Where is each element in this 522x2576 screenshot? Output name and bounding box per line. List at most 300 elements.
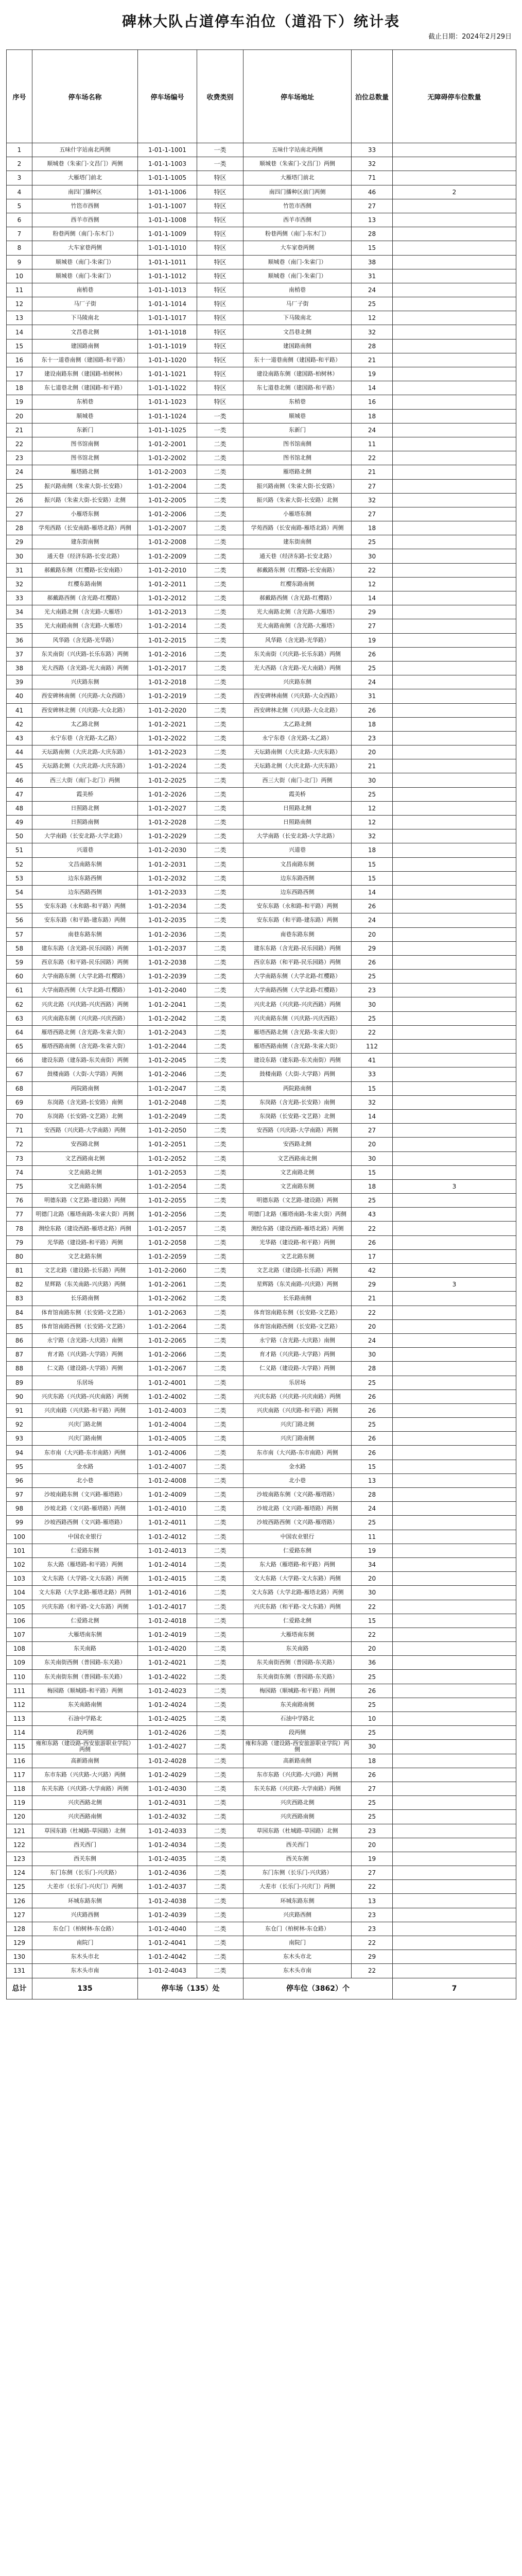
table-cell xyxy=(393,1684,516,1698)
table-cell: 安西路（兴庆路-大学南路）两侧 xyxy=(243,1124,352,1138)
table-cell: 26 xyxy=(352,703,393,717)
table-cell: 东十一道巷南侧（建国路-和平路） xyxy=(243,353,352,367)
table-row xyxy=(7,1418,516,1432)
table-cell: 二类 xyxy=(197,535,243,549)
table-cell: 32 xyxy=(352,157,393,171)
table-cell: 大雁塔门前北 xyxy=(32,171,138,185)
table-cell: 1-01-2-2012 xyxy=(138,591,197,605)
table-cell: 体育馆南路东侧（长安路-文艺路） xyxy=(32,1306,138,1319)
table-cell: 通天巷（经济东路-长安北路） xyxy=(243,549,352,563)
table-cell: 二类 xyxy=(197,1403,243,1417)
table-cell: 育才路（兴庆路-大学路）两侧 xyxy=(243,1348,352,1362)
table-cell: 东仓门（柏树林-东仓路） xyxy=(32,1922,138,1936)
table-cell: 11 xyxy=(352,437,393,451)
table-cell: 1-01-2-2001 xyxy=(138,437,197,451)
table-row xyxy=(7,1376,516,1389)
table-cell: 96 xyxy=(7,1473,32,1487)
table-cell: 30 xyxy=(352,997,393,1011)
table-cell: 1-01-2-2057 xyxy=(138,1222,197,1235)
table-cell: 特区 xyxy=(197,227,243,241)
table-cell xyxy=(393,353,516,367)
table-cell: 文艺西路南北侧 xyxy=(243,1151,352,1165)
table-cell xyxy=(393,801,516,815)
table-cell: 109 xyxy=(7,1656,32,1670)
table-cell: 120 xyxy=(7,1810,32,1824)
table-cell: 22 xyxy=(352,1964,393,1978)
table-cell: 环城东路东侧 xyxy=(32,1894,138,1908)
table-cell: 1-01-2-2002 xyxy=(138,451,197,465)
table-cell: 1-01-2-2053 xyxy=(138,1165,197,1179)
table-cell: 122 xyxy=(7,1838,32,1852)
table-cell: 二类 xyxy=(197,577,243,591)
table-cell: 23 xyxy=(352,731,393,745)
table-cell: 二类 xyxy=(197,1516,243,1530)
table-cell: 建东街南侧 xyxy=(32,535,138,549)
table-cell: 1-01-2-2013 xyxy=(138,605,197,619)
table-cell xyxy=(393,535,516,549)
table-cell: 118 xyxy=(7,1782,32,1795)
table-cell: 兴庆路东侧 xyxy=(243,675,352,689)
table-cell: 鼓楼南路（大街-大学路）两侧 xyxy=(243,1067,352,1081)
table-cell: 风华路（含光路-光华路） xyxy=(32,633,138,647)
table-cell: 建国路南侧 xyxy=(243,339,352,353)
table-cell: 59 xyxy=(7,955,32,969)
table-cell xyxy=(393,1502,516,1516)
table-cell xyxy=(393,731,516,745)
table-cell xyxy=(393,1880,516,1894)
table-cell: 1-01-2-2007 xyxy=(138,521,197,535)
table-cell: 天坛路南侧（大庆北路-大庆东路） xyxy=(243,745,352,759)
table-cell: 二类 xyxy=(197,451,243,465)
table-row xyxy=(7,1348,516,1362)
table-cell xyxy=(393,661,516,675)
table-cell: 1-01-2-2020 xyxy=(138,703,197,717)
table-cell: 1-01-1-1010 xyxy=(138,241,197,255)
table-cell: 32 xyxy=(352,829,393,843)
table-cell: 文艺北路东侧 xyxy=(243,1249,352,1263)
table-cell: 东关南路南侧 xyxy=(243,1698,352,1711)
table-cell: 14 xyxy=(352,591,393,605)
table-cell: 二类 xyxy=(197,1333,243,1347)
table-row xyxy=(7,199,516,213)
table-cell: 二类 xyxy=(197,731,243,745)
table-cell: 二类 xyxy=(197,689,243,703)
table-cell: 东市南（大兴路-东市南路）两侧 xyxy=(243,1446,352,1460)
table-cell: 32 xyxy=(7,577,32,591)
table-cell xyxy=(393,549,516,563)
table-cell: 26 xyxy=(352,647,393,661)
table-cell: 建设南路东侧（建国路-柏树林） xyxy=(32,367,138,381)
table-cell: 1-01-2-2055 xyxy=(138,1194,197,1208)
table-cell: 26 xyxy=(352,1432,393,1446)
table-cell: 文大东路（大学北路-雁塔北路）两侧 xyxy=(243,1586,352,1600)
table-cell: 文艺南路东侧 xyxy=(32,1179,138,1193)
table-cell: 90 xyxy=(7,1389,32,1403)
table-cell: 29 xyxy=(7,535,32,549)
table-row xyxy=(7,900,516,913)
table-cell xyxy=(393,997,516,1011)
table-cell xyxy=(393,1194,516,1208)
header-cell: 收费类别 xyxy=(197,50,243,143)
document-header xyxy=(0,0,522,49)
table-cell: 沙坡西路西侧（文兴路-雁塔路） xyxy=(243,1516,352,1530)
table-cell xyxy=(393,1488,516,1502)
table-row xyxy=(7,984,516,997)
table-cell xyxy=(393,787,516,801)
table-cell: 文艺西路南北侧 xyxy=(32,1151,138,1165)
table-cell: 1-01-2-2062 xyxy=(138,1292,197,1306)
table-cell xyxy=(393,367,516,381)
table-cell: 71 xyxy=(352,171,393,185)
table-cell xyxy=(393,1011,516,1025)
table-cell: 30 xyxy=(352,1348,393,1362)
table-cell xyxy=(393,1418,516,1432)
table-cell: 14 xyxy=(352,381,393,395)
table-cell: 东关南街东侧（普园路-东关路） xyxy=(32,1670,138,1684)
table-cell: 二类 xyxy=(197,647,243,661)
table-row xyxy=(7,1614,516,1628)
table-cell: 3 xyxy=(7,171,32,185)
table-cell: 103 xyxy=(7,1572,32,1586)
table-cell xyxy=(393,843,516,857)
table-cell: 二类 xyxy=(197,1389,243,1403)
table-cell xyxy=(393,1600,516,1614)
table-cell: 23 xyxy=(352,984,393,997)
table-cell: 111 xyxy=(7,1684,32,1698)
table-cell: 东木头市南 xyxy=(243,1964,352,1978)
table-cell xyxy=(393,1557,516,1571)
table-cell: 1-01-2-4012 xyxy=(138,1530,197,1544)
table-cell: 28 xyxy=(352,1488,393,1502)
table-cell: 25 xyxy=(352,1194,393,1208)
table-cell: 1-01-1-1003 xyxy=(138,157,197,171)
table-cell xyxy=(393,311,516,325)
table-cell: 西京东路（和平路-民乐园路）两侧 xyxy=(32,955,138,969)
table-row xyxy=(7,1095,516,1109)
table-cell: 二类 xyxy=(197,521,243,535)
table-cell: 日照路南侧 xyxy=(32,816,138,829)
table-cell: 1-01-2-4041 xyxy=(138,1936,197,1950)
table-row xyxy=(7,1432,516,1446)
table-cell: 大学南路东侧（大学北路-红樱路） xyxy=(243,970,352,984)
table-cell xyxy=(393,465,516,479)
table-cell: 1-01-2-2033 xyxy=(138,885,197,899)
table-cell: 兴庆东路（和平路-文大东路）两侧 xyxy=(243,1600,352,1614)
table-cell: 1-01-2-2049 xyxy=(138,1109,197,1123)
table-row xyxy=(7,885,516,899)
table-cell: 二类 xyxy=(197,437,243,451)
table-cell: 文昌巷北侧 xyxy=(243,325,352,339)
table-cell: 1-01-2-2052 xyxy=(138,1151,197,1165)
table-cell: 东大路（雁塔路-和平路）两侧 xyxy=(32,1557,138,1571)
table-cell: 二类 xyxy=(197,1446,243,1460)
table-cell: 119 xyxy=(7,1796,32,1810)
table-cell: 雍和东路（建设路-西安旅游职业学院）两侧 xyxy=(32,1740,138,1754)
table-cell: 特区 xyxy=(197,269,243,283)
table-cell: 顺城巷（南门-朱雀门） xyxy=(243,269,352,283)
table-cell: 93 xyxy=(7,1432,32,1446)
table-cell: 1-01-1-1017 xyxy=(138,311,197,325)
table-row xyxy=(7,1908,516,1922)
table-cell: 二类 xyxy=(197,1473,243,1487)
table-cell xyxy=(393,1642,516,1656)
total-lots: 停车场（135）处 xyxy=(138,1978,243,1999)
table-cell: 二类 xyxy=(197,1502,243,1516)
table-cell: 东七道巷北侧（建国路-和平路） xyxy=(32,381,138,395)
table-cell: 112 xyxy=(7,1698,32,1711)
table-cell: 安东东路（永和路-和平路）两侧 xyxy=(32,900,138,913)
table-cell: 1-01-2-2030 xyxy=(138,843,197,857)
table-cell: 二类 xyxy=(197,1151,243,1165)
table-cell: 安东东路（和平路-建东路）两侧 xyxy=(243,913,352,927)
table-cell: 24 xyxy=(352,1333,393,1347)
table-cell: 39 xyxy=(7,675,32,689)
table-cell: 79 xyxy=(7,1235,32,1249)
table-cell: 28 xyxy=(352,339,393,353)
table-cell: 25 xyxy=(352,1698,393,1711)
table-cell xyxy=(393,1656,516,1670)
table-cell: 西安碑林北侧（兴庆路-大众北路） xyxy=(32,703,138,717)
table-cell: 20 xyxy=(352,1572,393,1586)
table-cell: 二类 xyxy=(197,619,243,633)
table-cell: 兴庆门路南侧 xyxy=(32,1432,138,1446)
table-cell: 二类 xyxy=(197,1208,243,1222)
table-cell: 北小巷 xyxy=(32,1473,138,1487)
table-row xyxy=(7,1025,516,1039)
table-row xyxy=(7,970,516,984)
table-cell: 1-01-2-2051 xyxy=(138,1138,197,1151)
table-cell: 小雁塔东侧 xyxy=(32,507,138,521)
table-cell: 38 xyxy=(352,255,393,269)
table-row xyxy=(7,689,516,703)
table-cell: 竹笆市西侧 xyxy=(243,199,352,213)
table-cell: 二类 xyxy=(197,900,243,913)
table-row xyxy=(7,1950,516,1964)
table-cell: 二类 xyxy=(197,1124,243,1138)
table-row xyxy=(7,1600,516,1614)
table-cell: 19 xyxy=(352,1544,393,1557)
table-cell: 1-01-1-1007 xyxy=(138,199,197,213)
table-cell: 25 xyxy=(352,1810,393,1824)
table-cell: 二类 xyxy=(197,1782,243,1795)
table-cell: 1-01-2-2028 xyxy=(138,816,197,829)
table-cell: 草园东路（杜城路-草园路）北侧 xyxy=(32,1824,138,1838)
table-cell: 31 xyxy=(7,563,32,577)
table-cell: 1 xyxy=(7,143,32,157)
table-cell: 37 xyxy=(7,647,32,661)
table-row xyxy=(7,913,516,927)
table-row xyxy=(7,493,516,507)
table-cell xyxy=(393,1628,516,1641)
table-cell: 仁爱路北侧 xyxy=(243,1614,352,1628)
table-cell: 日照路北侧 xyxy=(32,801,138,815)
table-cell: 西安碑林南侧（兴庆路-大众西路） xyxy=(32,689,138,703)
table-cell: 26 xyxy=(352,955,393,969)
table-cell: 二类 xyxy=(197,1025,243,1039)
table-cell: 永宁路（含光路-大庆路）南侧 xyxy=(32,1333,138,1347)
table-cell: 13 xyxy=(7,311,32,325)
table-cell: 二类 xyxy=(197,843,243,857)
table-cell: 1-01-2-2058 xyxy=(138,1235,197,1249)
table-cell: 105 xyxy=(7,1600,32,1614)
table-cell: 31 xyxy=(352,689,393,703)
table-cell: 星辉路（东关南路-兴庆路）两侧 xyxy=(32,1278,138,1292)
table-cell: 7 xyxy=(7,227,32,241)
table-cell: 体育馆南路西侧（长安路-文艺路） xyxy=(32,1319,138,1333)
table-cell xyxy=(393,1235,516,1249)
table-cell: 二类 xyxy=(197,605,243,619)
table-cell: 1-01-2-4043 xyxy=(138,1964,197,1978)
table-cell: 101 xyxy=(7,1544,32,1557)
table-cell: 41 xyxy=(352,1054,393,1067)
table-row xyxy=(7,1642,516,1656)
table-cell: 二类 xyxy=(197,1642,243,1656)
table-row xyxy=(7,955,516,969)
table-row xyxy=(7,1656,516,1670)
table-cell: 二类 xyxy=(197,1922,243,1936)
table-cell: 仁爱路东侧 xyxy=(243,1544,352,1557)
table-cell: 24 xyxy=(352,675,393,689)
table-cell: 顺城巷（朱雀门-文昌门）两侧 xyxy=(243,157,352,171)
table-cell: 1-01-1-1014 xyxy=(138,297,197,311)
table-cell: 仁义路（建设路-大学路）两侧 xyxy=(243,1362,352,1376)
table-cell: 23 xyxy=(352,1922,393,1936)
table-cell: 二类 xyxy=(197,703,243,717)
table-cell: 测绘东路（建设西路-雁塔北路）两侧 xyxy=(32,1222,138,1235)
table-cell: 1-01-2-4008 xyxy=(138,1473,197,1487)
table-cell: 永宁东巷（含光路-太乙路） xyxy=(243,731,352,745)
table-cell: 74 xyxy=(7,1165,32,1179)
table-cell: 兴庆西路北侧 xyxy=(243,1796,352,1810)
table-cell: 1-01-2-4018 xyxy=(138,1614,197,1628)
table-cell: 西羊市西侧 xyxy=(32,213,138,227)
table-row xyxy=(7,1782,516,1795)
table-cell: 77 xyxy=(7,1208,32,1222)
table-cell xyxy=(393,199,516,213)
table-cell: 2 xyxy=(393,185,516,199)
table-row xyxy=(7,479,516,493)
table-cell: 二类 xyxy=(197,675,243,689)
table-cell: 二类 xyxy=(197,1684,243,1698)
table-cell xyxy=(393,1403,516,1417)
table-cell: 23 xyxy=(352,1824,393,1838)
table-cell: 25 xyxy=(352,970,393,984)
table-cell: 1-01-2-2032 xyxy=(138,871,197,885)
table-cell: 71 xyxy=(7,1124,32,1138)
table-cell: 二类 xyxy=(197,913,243,927)
table-cell: 沙坡南路东侧（文兴路-雁塔路） xyxy=(32,1488,138,1502)
table-row xyxy=(7,1964,516,1978)
table-row xyxy=(7,1292,516,1306)
table-row xyxy=(7,451,516,465)
table-row xyxy=(7,1684,516,1698)
table-cell: 56 xyxy=(7,913,32,927)
table-cell: 二类 xyxy=(197,1698,243,1711)
table-cell: 53 xyxy=(7,871,32,885)
table-cell: 特区 xyxy=(197,367,243,381)
table-row xyxy=(7,283,516,297)
table-cell: 建设东路（建东路-东关南街）两侧 xyxy=(32,1054,138,1067)
table-cell: 二类 xyxy=(197,927,243,941)
table-row xyxy=(7,1557,516,1571)
total-spaces: 停车位（3862）个 xyxy=(243,1978,393,1999)
table-cell: 文艺北路（建设路-长乐路）两侧 xyxy=(243,1264,352,1278)
table-cell: 乐居场 xyxy=(243,1376,352,1389)
table-cell: 1-01-2-2016 xyxy=(138,647,197,661)
table-cell: 57 xyxy=(7,927,32,941)
table-cell: 1-01-2-4030 xyxy=(138,1782,197,1795)
table-cell: 天坛路北侧（大庆北路-大庆东路） xyxy=(32,759,138,773)
table-cell: 1-01-2-2024 xyxy=(138,759,197,773)
table-cell xyxy=(393,1292,516,1306)
table-cell: 顺城巷（朱雀门-文昌门）两侧 xyxy=(32,157,138,171)
table-cell: 33 xyxy=(352,143,393,157)
table-cell: 东仓门（柏树林-东仓路） xyxy=(243,1922,352,1936)
table-cell: 二类 xyxy=(197,1557,243,1571)
table-cell: 特区 xyxy=(197,185,243,199)
table-row xyxy=(7,353,516,367)
table-row xyxy=(7,535,516,549)
table-row xyxy=(7,1796,516,1810)
table-cell: 二类 xyxy=(197,816,243,829)
table-cell: 特区 xyxy=(197,381,243,395)
header-cell: 无障碍停车位数量 xyxy=(393,50,516,143)
table-cell: 1-01-2-4028 xyxy=(138,1754,197,1768)
table-cell: 38 xyxy=(7,661,32,675)
table-cell: 兴庆南路（兴庆路-和平路）两侧 xyxy=(243,1403,352,1417)
table-cell: 环城东路东侧 xyxy=(243,1894,352,1908)
table-cell: 23 xyxy=(352,1908,393,1922)
table-cell: 兴庆西路南侧 xyxy=(32,1810,138,1824)
table-cell: 102 xyxy=(7,1557,32,1571)
table-cell: 二类 xyxy=(197,871,243,885)
table-cell: 特区 xyxy=(197,255,243,269)
table-cell: 20 xyxy=(352,745,393,759)
table-cell xyxy=(393,563,516,577)
table-cell: 130 xyxy=(7,1950,32,1964)
table-cell: 5 xyxy=(7,199,32,213)
table-row xyxy=(7,927,516,941)
table-cell: 27 xyxy=(352,619,393,633)
table-row xyxy=(7,143,516,157)
table-row xyxy=(7,269,516,283)
table-cell: 29 xyxy=(352,605,393,619)
table-cell xyxy=(393,1348,516,1362)
table-cell: 1-01-2-2065 xyxy=(138,1333,197,1347)
table-cell: 21 xyxy=(352,759,393,773)
table-cell: 兴庆路西侧 xyxy=(32,1908,138,1922)
table-row xyxy=(7,1628,516,1641)
table-cell: 1-01-2-4032 xyxy=(138,1810,197,1824)
table-cell: 49 xyxy=(7,816,32,829)
table-cell: 81 xyxy=(7,1264,32,1278)
table-cell xyxy=(393,143,516,157)
table-cell: 西京东路（和平路-民乐园路）两侧 xyxy=(243,955,352,969)
table-cell xyxy=(393,927,516,941)
table-row xyxy=(7,563,516,577)
header-cell: 停车场地址 xyxy=(243,50,352,143)
table-cell: 88 xyxy=(7,1362,32,1376)
table-cell: 51 xyxy=(7,843,32,857)
table-cell: 19 xyxy=(352,1852,393,1866)
table-cell: 1-01-2-2039 xyxy=(138,970,197,984)
table-cell: 1-01-2-4002 xyxy=(138,1389,197,1403)
table-cell: 18 xyxy=(7,381,32,395)
table-row xyxy=(7,773,516,787)
table-cell: 二类 xyxy=(197,1950,243,1964)
table-cell: 1-01-2-2046 xyxy=(138,1067,197,1081)
table-cell: 南梢巷 xyxy=(243,283,352,297)
